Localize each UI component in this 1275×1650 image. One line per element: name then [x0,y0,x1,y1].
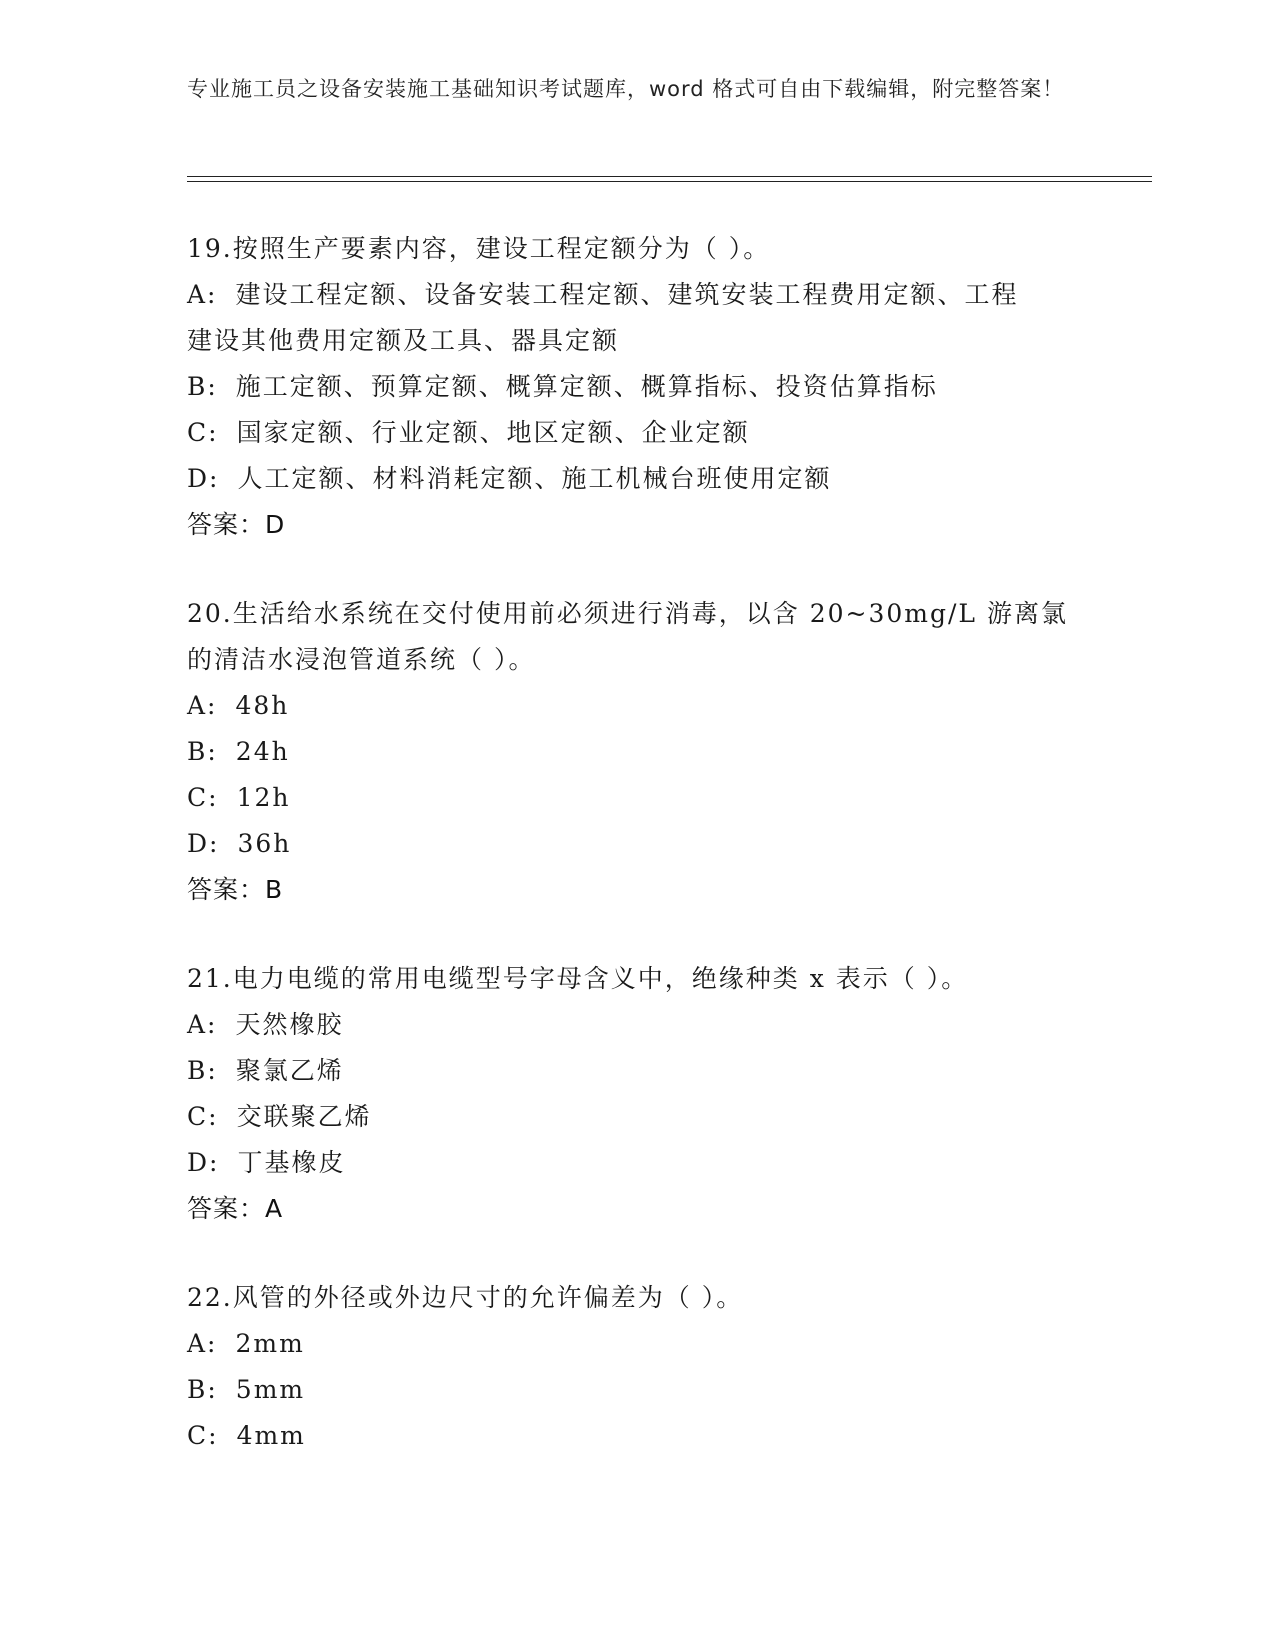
question-19 [187,226,1087,548]
option-a [187,272,1087,318]
option-a [187,683,1087,729]
option-label: B: [187,737,218,766]
option-label: C: [187,418,219,447]
option-d [187,1140,1087,1186]
question-22 [187,1275,1087,1459]
question-20 [187,591,1087,913]
option-b [187,1048,1087,1094]
option-label: A: [187,1010,218,1039]
question-stem: 22.风管的外径或外边尺寸的允许偏差为（ ）。 [187,1283,744,1312]
option-label: A: [187,280,218,309]
option-a [187,1321,1087,1367]
option-b [187,729,1087,775]
question-stem: 20.生活给水系统在交付使用前必须进行消毒，以含 20~30mg/L 游离氯 [187,599,1068,628]
option-d [187,456,1087,502]
option-label: B: [187,1056,218,1085]
option-d [187,821,1087,867]
question-21 [187,956,1087,1232]
option-b [187,1367,1087,1413]
option-text: 聚氯乙烯 [235,1056,344,1085]
option-label: A: [187,691,218,720]
option-text: 国家定额、行业定额、地区定额、企业定额 [236,418,750,447]
option-a-continued: 建设其他费用定额及工具、器具定额 [187,326,620,355]
answer-text: 答案：B [187,875,284,904]
option-c [187,410,1087,456]
option-label: D: [187,829,220,858]
header-divider-bottom [187,181,1152,182]
option-text: 24h [235,737,290,766]
option-c [187,1094,1087,1140]
option-label: D: [187,1148,220,1177]
option-b [187,364,1087,410]
option-text: 4mm [236,1421,306,1450]
document-header: 专业施工员之设备安装施工基础知识考试题库，word 格式可自由下载编辑，附完整答案！ [187,77,1065,101]
header-divider-top [187,176,1152,177]
option-text: 建设工程定额、设备安装工程定额、建筑安装工程费用定额、工程 [235,280,1019,309]
option-text: 丁基橡皮 [237,1148,346,1177]
option-label: C: [187,783,219,812]
option-text: 48h [235,691,290,720]
option-label: D: [187,464,220,493]
question-stem-continued: 的清洁水浸泡管道系统（ ）。 [187,645,536,674]
option-c [187,775,1087,821]
option-label: B: [187,372,218,401]
option-text: 2mm [235,1329,305,1358]
option-c [187,1413,1087,1459]
option-text: 施工定额、预算定额、概算定额、概算指标、投资估算指标 [235,372,938,401]
option-text: 人工定额、材料消耗定额、施工机械台班使用定额 [237,464,832,493]
option-a [187,1002,1087,1048]
option-text: 36h [237,829,292,858]
option-text: 天然橡胶 [235,1010,344,1039]
option-label: C: [187,1102,219,1131]
option-label: B: [187,1375,218,1404]
answer-text: 答案：A [187,1194,284,1223]
option-text: 12h [236,783,291,812]
option-label: C: [187,1421,219,1450]
question-stem: 19.按照生产要素内容，建设工程定额分为（ ）。 [187,234,771,263]
option-text: 交联聚乙烯 [236,1102,372,1131]
option-label: A: [187,1329,218,1358]
question-stem: 21.电力电缆的常用电缆型号字母含义中，绝缘种类 x 表示（ ）。 [187,964,969,993]
answer-text: 答案：D [187,510,286,539]
option-text: 5mm [235,1375,306,1404]
